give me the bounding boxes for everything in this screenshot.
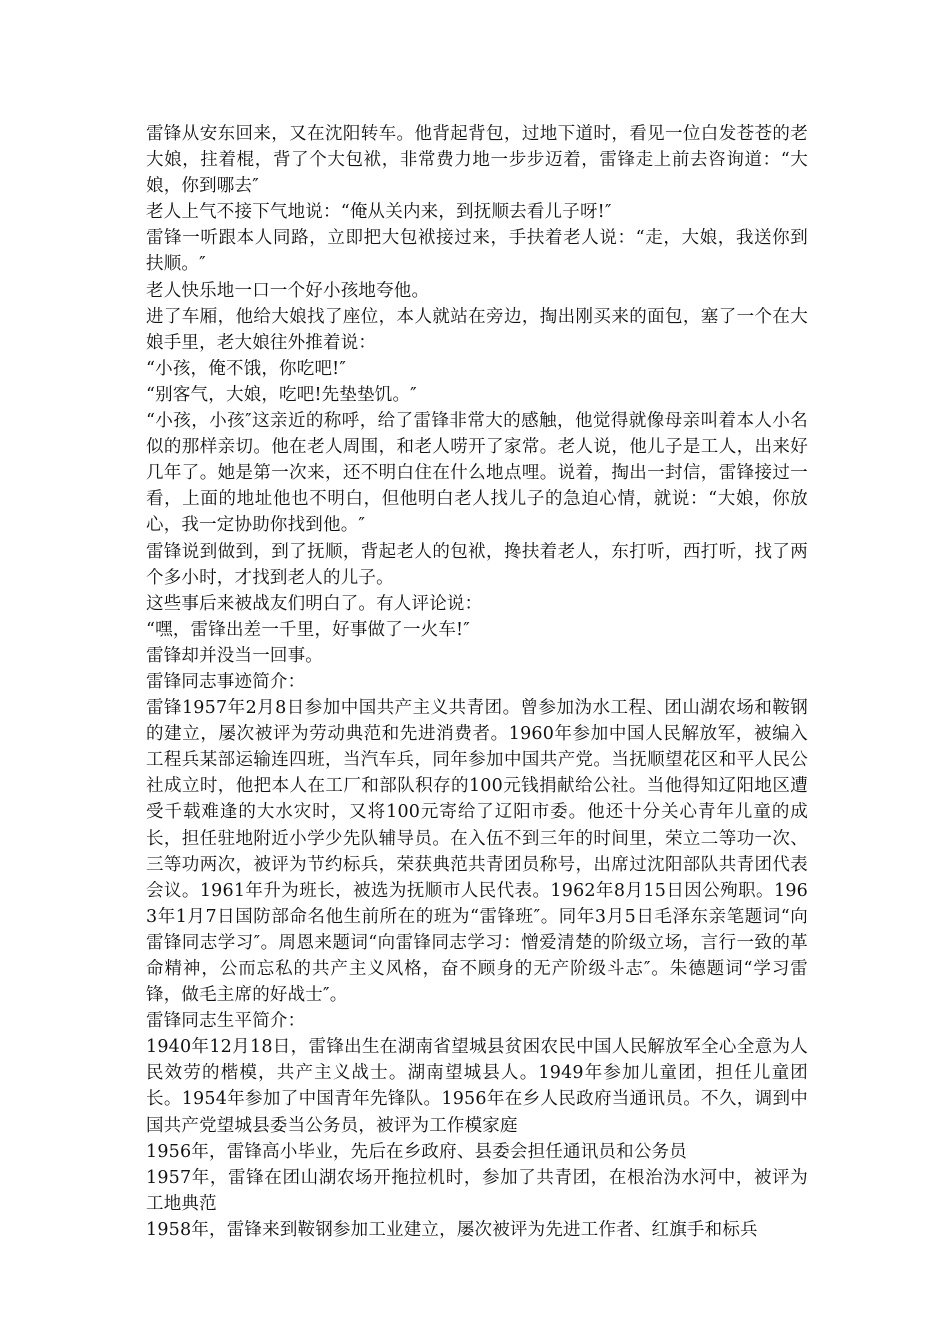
document-body (146, 121, 808, 1243)
paragraph: “嘿，雷锋出差一千里，好事做了一火车!″ (146, 619, 471, 640)
paragraph: 1957年，雷锋在团山湖农场开拖拉机时，参加了共青团，在根治沩水河中，被评为工地典范 (146, 1167, 808, 1214)
paragraph: “别客气，大娘，吃吧!先垫垫饥。″ (146, 384, 417, 405)
paragraph: 老人上气不接下气地说：“俺从关内来，到抚顺去看儿子呀!″ (146, 202, 612, 223)
paragraph: 这些事后来被战友们明白了。有人评论说： (146, 593, 483, 614)
paragraph: 雷锋1957年2月8日参加中国共产主义共青团。曾参加沩水工程、团山湖农场和鞍钢的建立，屡次被评为劳动典范和先进消费者。1960年参加中国人民解放军，被编入工程兵某部运输连四班，当汽车兵，同年参加中国共产党。当抚顺望花区和平人民公社成立时，他把本人在工厂和部队积存的100元钱捐献给公社。当他得知辽阳地区遭受千载难逢的大水灾时，又将100元寄给了辽阳市委。他还十分关心青年儿童的成长，担任驻地附近小学少先队辅导员。在入伍不到三年的时间里，荣立二等功一次、三等功两次，被评为节约标兵，荣获典范共青团员称号，出席过沈阳部队共青团代表会议。1961年升为班长，被选为抚顺市人民代表。1962年8月15日因公殉职。1963年1月7日国防部命名他生前所在的班为“雷锋班″。同年3月5日毛泽东亲笔题词“向雷锋同志学习″。周恩来题词“向雷锋同志学习：憎爱清楚的阶级立场，言行一致的革命精神，公而忘私的共产主义风格，奋不顾身的无产阶级斗志″。朱德题词“学习雷锋，做毛主席的好战士″。 (146, 698, 808, 1006)
paragraph: “小孩，小孩″这亲近的称呼，给了雷锋非常大的感触，他觉得就像母亲叫着本人小名似的那样亲切。他在老人周围，和老人唠开了家常。老人说，他儿子是工人，出来好几年了。她是第一次来，还不明白住在什么地点哩。说着，掏出一封信，雷锋接过一看，上面的地址他也不明白，但他明白老人找儿子的急迫心情，就说：“大娘，你放心，我一定协助你找到他。″ (146, 411, 808, 536)
paragraph: 雷锋从安东回来，又在沈阳转车。他背起背包，过地下道时，看见一位白发苍苍的老大娘，拄着棍，背了个大包袱，非常费力地一步步迈着，雷锋走上前去咨询道：“大娘，你到哪去″ (146, 124, 808, 197)
paragraph: “小孩，俺不饿，你吃吧!″ (146, 358, 347, 379)
paragraph: 雷锋说到做到，到了抚顺，背起老人的包袱，搀扶着老人，东打听，西打听，找了两个多小时，才找到老人的儿子。 (146, 541, 808, 588)
paragraph: 1958年，雷锋来到鞍钢参加工业建立，屡次被评为先进工作者、红旗手和标兵 (146, 1219, 758, 1240)
paragraph: 老人快乐地一口一个好小孩地夸他。 (146, 280, 430, 301)
paragraph: 雷锋却并没当一回事。 (146, 645, 323, 666)
paragraph: 1956年，雷锋高小毕业，先后在乡政府、县委会担任通讯员和公务员 (146, 1141, 687, 1162)
section-heading: 雷锋同志事迹简介： (146, 671, 306, 692)
section-heading: 雷锋同志生平简介： (146, 1011, 306, 1032)
paragraph: 1940年12月18日，雷锋出生在湖南省望城县贫困农民中国人民解放军全心全意为人民效劳的楷模，共产主义战士。湖南望城县人。1949年参加儿童团，担任儿童团长。1954年参加了中国青年先锋队。1956年在乡人民政府当通讯员。不久，调到中国共产党望城县委当公务员，被评为工作模家庭 (146, 1037, 808, 1136)
paragraph: 雷锋一听跟本人同路，立即把大包袱接过来，手扶着老人说：“走，大娘，我送你到扶顺。″ (146, 228, 808, 275)
paragraph: 进了车厢，他给大娘找了座位，本人就站在旁边，掏出刚买来的面包，塞了一个在大娘手里，老大娘往外推着说： (146, 306, 808, 353)
